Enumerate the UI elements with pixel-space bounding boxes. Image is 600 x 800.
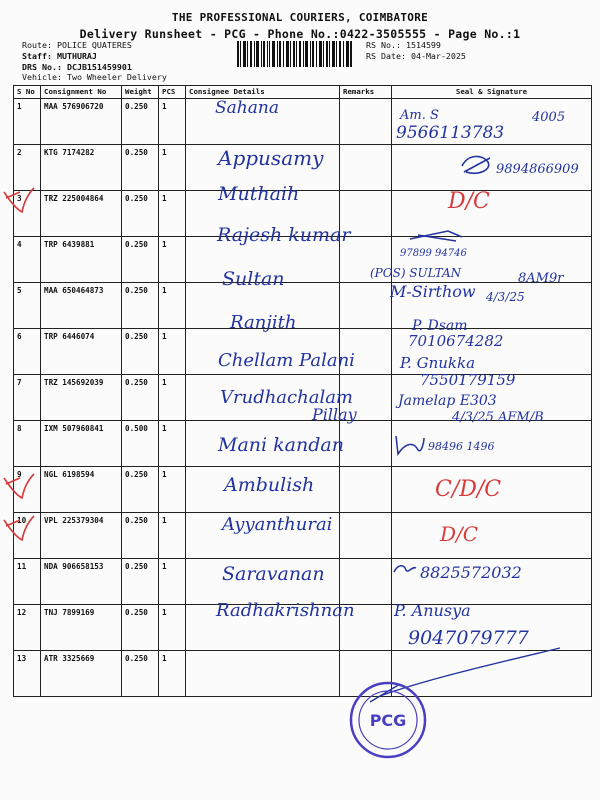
cell-remarks: [340, 145, 392, 191]
cell-sno: 7: [14, 375, 41, 421]
signature-text: 9894866909: [496, 162, 579, 177]
cell-remarks: [340, 99, 392, 145]
tick-mark: [2, 472, 36, 502]
signature-scribble: [392, 432, 426, 458]
cell-weight: 0.250: [122, 651, 159, 697]
cell-consignment: NGL 6198594: [41, 467, 122, 513]
handwritten-name: Muthaih: [218, 183, 300, 205]
cell-weight: 0.250: [122, 513, 159, 559]
cdc-mark: C/D/C: [435, 477, 502, 502]
dc-mark: D/C: [440, 522, 479, 546]
rs-no-line: RS No.: 1514599: [366, 40, 441, 50]
handwritten-name: Radhakrishnan: [216, 600, 355, 621]
cell-remarks: [340, 283, 392, 329]
cell-pcs: 1: [159, 99, 186, 145]
signature-text: 7010674282: [408, 332, 504, 350]
cell-pcs: 1: [159, 421, 186, 467]
cell-weight: 0.250: [122, 237, 159, 283]
signature-scribble: [458, 152, 494, 178]
cell-remarks: [340, 467, 392, 513]
staff-line: Staff: MUTHURAJ: [22, 50, 97, 61]
cell-weight: 0.250: [122, 329, 159, 375]
cell-pcs: 1: [159, 467, 186, 513]
cell-sno: 3: [14, 191, 41, 237]
cell-consignment: TRZ 145692039: [41, 375, 122, 421]
company-title: THE PROFESSIONAL COURIERS, COIMBATORE: [171, 11, 429, 24]
cell-consignment: VPL 225379304: [41, 513, 122, 559]
cell-consignment: TRZ 225004864: [41, 191, 122, 237]
cell-pcs: 1: [159, 283, 186, 329]
table-header-row: [14, 86, 592, 99]
cell-sno: 12: [14, 605, 41, 651]
col-weight: Weight: [122, 86, 159, 99]
route-line: Route: POLICE QUATERES: [22, 40, 132, 50]
tick-mark: [2, 186, 36, 216]
cell-sno: 11: [14, 559, 41, 605]
col-consignment: Consignment No: [41, 86, 122, 99]
col-pcs: PCS: [159, 86, 186, 99]
cell-weight: 0.250: [122, 375, 159, 421]
handwritten-name: Rajesh kumar: [217, 224, 351, 246]
cell-pcs: 1: [159, 513, 186, 559]
cell-consignment: TRP 6446074: [41, 329, 122, 375]
cell-consignment: ATR 3325669: [41, 651, 122, 697]
col-seal: Seal & Signature: [392, 86, 592, 99]
cell-pcs: 1: [159, 375, 186, 421]
cell-pcs: 1: [159, 237, 186, 283]
stamp-text: PCG: [369, 711, 407, 730]
cell-weight: 0.250: [122, 191, 159, 237]
cell-sno: 6: [14, 329, 41, 375]
signature-text: P. Anusya: [394, 601, 471, 620]
signature-text: 4005: [532, 110, 566, 125]
signature-text: Am. S: [400, 108, 439, 123]
cell-pcs: 1: [159, 191, 186, 237]
cell-consignment: TNJ 7899169: [41, 605, 122, 651]
table-row: [14, 99, 592, 145]
cell-remarks: [340, 421, 392, 467]
signature-text: 4/3/25 AFM/B: [452, 410, 544, 425]
cell-consignment: MAA 576906720: [41, 99, 122, 145]
signature-text: 9566113783: [396, 123, 505, 143]
handwritten-name: Mani kandan: [218, 434, 344, 456]
cell-pcs: 1: [159, 145, 186, 191]
cell-pcs: 1: [159, 651, 186, 697]
handwritten-name: Ayyanthurai: [222, 514, 333, 535]
signature-text: 7550179159: [420, 371, 516, 389]
cell-pcs: 1: [159, 605, 186, 651]
cell-sno: 1: [14, 99, 41, 145]
cell-sno: 10: [14, 513, 41, 559]
cell-consignment: TRP 6439881: [41, 237, 122, 283]
cell-weight: 0.250: [122, 467, 159, 513]
handwritten-name: Sahana: [215, 98, 279, 118]
rs-date-line: RS Date: 04-Mar-2025: [366, 50, 466, 61]
signature-text: P. Gnukka: [400, 354, 476, 372]
cell-weight: 0.250: [122, 99, 159, 145]
signature-text: 4/3/25: [486, 290, 525, 304]
pcg-stamp: [348, 680, 428, 760]
cell-weight: 0.250: [122, 605, 159, 651]
handwritten-name: Saravanan: [222, 563, 325, 585]
cell-consignment: KTG 7174282: [41, 145, 122, 191]
signature-text: 9047079777: [408, 627, 529, 649]
cell-weight: 0.250: [122, 559, 159, 605]
meta-left: [22, 40, 167, 83]
handwritten-name: Chellam Palani: [218, 350, 355, 371]
cell-consignment: IXM 507960841: [41, 421, 122, 467]
cell-remarks: [340, 513, 392, 559]
handwritten-name: Ranjith: [230, 312, 297, 333]
cell-sno: 5: [14, 283, 41, 329]
meta-right: [366, 40, 466, 62]
signature-text: 8825572032: [420, 563, 522, 582]
cell-consignee: [186, 651, 340, 697]
cell-pcs: 1: [159, 559, 186, 605]
cell-remarks: [340, 559, 392, 605]
cell-pcs: 1: [159, 329, 186, 375]
signature-text: (POS) SULTAN: [370, 266, 462, 280]
signature-text: M-Sirthow: [390, 282, 476, 301]
drs-line: DRS No.: DCJB151459901: [22, 61, 132, 72]
handwritten-name: Sultan: [222, 268, 285, 290]
tick-mark: [2, 514, 36, 544]
signature-text: 97899 94746: [400, 248, 467, 259]
cell-consignment: MAA 650464873: [41, 283, 122, 329]
cell-weight: 0.500: [122, 421, 159, 467]
handwritten-name: Vrudhachalam: [220, 387, 354, 408]
handwritten-name: Pillay: [312, 405, 357, 424]
signature-scribble: [392, 562, 418, 578]
col-remarks: Remarks: [340, 86, 392, 99]
dc-mark: D/C: [448, 189, 490, 214]
cell-sno: 13: [14, 651, 41, 697]
handwritten-name: Appusamy: [218, 146, 324, 170]
runsheet-title: Delivery Runsheet - PCG - Phone No.:0422-3505555 - Page No.:1: [79, 27, 521, 41]
cell-weight: 0.250: [122, 145, 159, 191]
signature-text: 98496 1496: [428, 440, 495, 453]
cell-sno: 2: [14, 145, 41, 191]
col-sno: S No: [14, 86, 41, 99]
cell-sno: 4: [14, 237, 41, 283]
handwritten-name: Ambulish: [224, 474, 315, 496]
cell-seal: [392, 513, 592, 559]
cell-sno: 8: [14, 421, 41, 467]
signature-text: Jamelap E303: [398, 393, 497, 409]
vehicle-line: Vehicle: Two Wheeler Delivery: [22, 72, 167, 83]
cell-weight: 0.250: [122, 283, 159, 329]
signature-text: 8AM9r: [518, 271, 564, 286]
signature-scribble: [408, 227, 468, 245]
signature-text: P. Dsam: [412, 318, 468, 334]
col-consignee: Consignee Details: [186, 86, 340, 99]
barcode: [236, 41, 353, 67]
cell-sno: 9: [14, 467, 41, 513]
cell-consignment: NDA 906658153: [41, 559, 122, 605]
